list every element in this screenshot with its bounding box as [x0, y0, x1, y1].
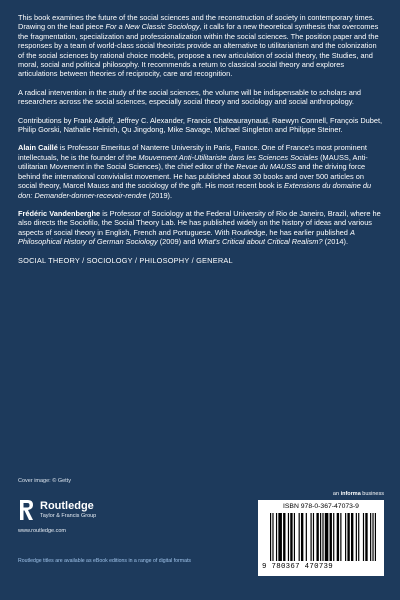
- isbn-barcode: [258, 500, 384, 576]
- barcode-number: 9 780367 470739: [262, 563, 334, 571]
- ebook-availability-note: Routledge titles are available as eBook editions in a range of digital formats: [18, 558, 192, 564]
- publisher-name: Routledge: [40, 500, 94, 512]
- barcode-bar: [270, 513, 271, 561]
- subject-category: SOCIAL THEORY / SOCIOLOGY / PHILOSOPHY / GENERAL: [18, 255, 233, 265]
- barcode-bar: [340, 513, 341, 561]
- barcode-bar: [272, 513, 273, 561]
- barcode-bar: [363, 513, 364, 561]
- barcode-bar: [301, 513, 303, 561]
- routledge-logo-icon: [18, 499, 34, 521]
- barcode-bar: [345, 513, 346, 561]
- cover-image-credit: Cover image: © Getty: [18, 478, 71, 484]
- barcode-bar: [325, 513, 329, 561]
- barcode-bar: [299, 513, 300, 561]
- barcode-bar: [313, 513, 314, 561]
- barcode-bar: [356, 513, 357, 561]
- barcode-bar: [370, 513, 371, 561]
- barcode-bar: [306, 513, 307, 561]
- barcode-bar: [337, 513, 339, 561]
- barcode-bar: [330, 513, 332, 561]
- isbn-label: ISBN 978-0-367-47073-9: [283, 503, 359, 510]
- barcode-bar: [320, 513, 321, 561]
- barcode-bar: [276, 513, 277, 561]
- barcode-bar: [310, 513, 311, 561]
- barcode-bar: [322, 513, 323, 561]
- description-paragraph: This book examines the future of the social sciences and the reconstruction of society in contemporary times. Drawing on the lead piece For a New Classic Sociology, it calls for a new theoretical synthesis that overcomes the fragmentation, specialization and professionalization within the social sciences. The position paper and the responses by a team of world-class social theorists provide an alternative to utilitarianism and the colonization of the social sciences by rational choice models, propose a new articulation of social theory, the Studies, and moral, social and political philosophy. It recommends a return to classical social theory and explores articulations between theories of reciprocity, care and recognition.: [18, 13, 379, 79]
- author-bio-caille: Alain Caillé is Professor Emeritus of Nanterre University in Paris, France. One of France's most prominent intellectuals, he is the founder of the Mouvement Anti-Utilitariste dans les Sciences Sociales (MAUSS, Anti-utilitarian Movement in the Social Sciences), the chief editor of the Revue du MAUSS and the driving force behind the international convivialist movement. He has published about 30 books and over 500 articles on social theory, Marcel Mauss and the sociology of the gift. His most recent book is Extensions du domaine du don: Demander-donner-recevoir-rendre (2019).: [18, 143, 372, 200]
- barcode-bar: [372, 513, 373, 561]
- barcode-bar: [283, 513, 285, 561]
- publisher-group: Taylor & Francis Group: [40, 513, 97, 519]
- barcode-bar: [288, 513, 289, 561]
- lead-piece-title: For a New Classic Sociology: [105, 22, 200, 32]
- informa-tagline: an informa business: [332, 491, 384, 497]
- barcode-bar: [347, 513, 349, 561]
- publisher-website: www.routledge.com: [18, 528, 66, 534]
- barcode-bar: [278, 513, 282, 561]
- publisher-block: [18, 499, 158, 549]
- author-name: Alain Caillé: [18, 143, 58, 153]
- author-name: Frédéric Vandenberghe: [18, 208, 101, 218]
- barcode-bar: [294, 513, 295, 561]
- back-cover-text: [18, 13, 384, 274]
- barcode-bar: [375, 513, 376, 561]
- audience-paragraph: A radical intervention in the study of the social sciences, the volume will be indispensable to scholars and researchers across the social sciences, especially social theory and sociology and social anthropology.: [18, 87, 362, 107]
- contributors-paragraph: Contributions by Frank Adloff, Jeffrey C. Alexander, Francis Chateauraynaud, Raewyn Connell, François Dubet, Philip Gorski, Nathalie Heinich, Qu Jingdong, Mike Savage, Michael Singleton and Philippe Steiner.: [18, 115, 383, 135]
- barcode-bar: [358, 513, 359, 561]
- author-bio-vandenberghe: Frédéric Vandenberghe is Professor of Sociology at the Federal University of Rio de Janeiro, Brazil, where he also directs the Sociofilo, the Social Theory Lab. He has published widely on the history of ideas and various aspects of social theory in English, French and Portuguese. With Routledge, he has earlier published A Philosophical History of German Sociology (2009) and What's Critical about Critical Realism? (2014).: [18, 208, 381, 247]
- barcode-bar: [290, 513, 292, 561]
- barcode-bar: [365, 513, 367, 561]
- barcode-bar: [333, 513, 334, 561]
- barcode-bar: [351, 513, 353, 561]
- barcode-bars: [270, 513, 376, 561]
- barcode-bar: [316, 513, 318, 561]
